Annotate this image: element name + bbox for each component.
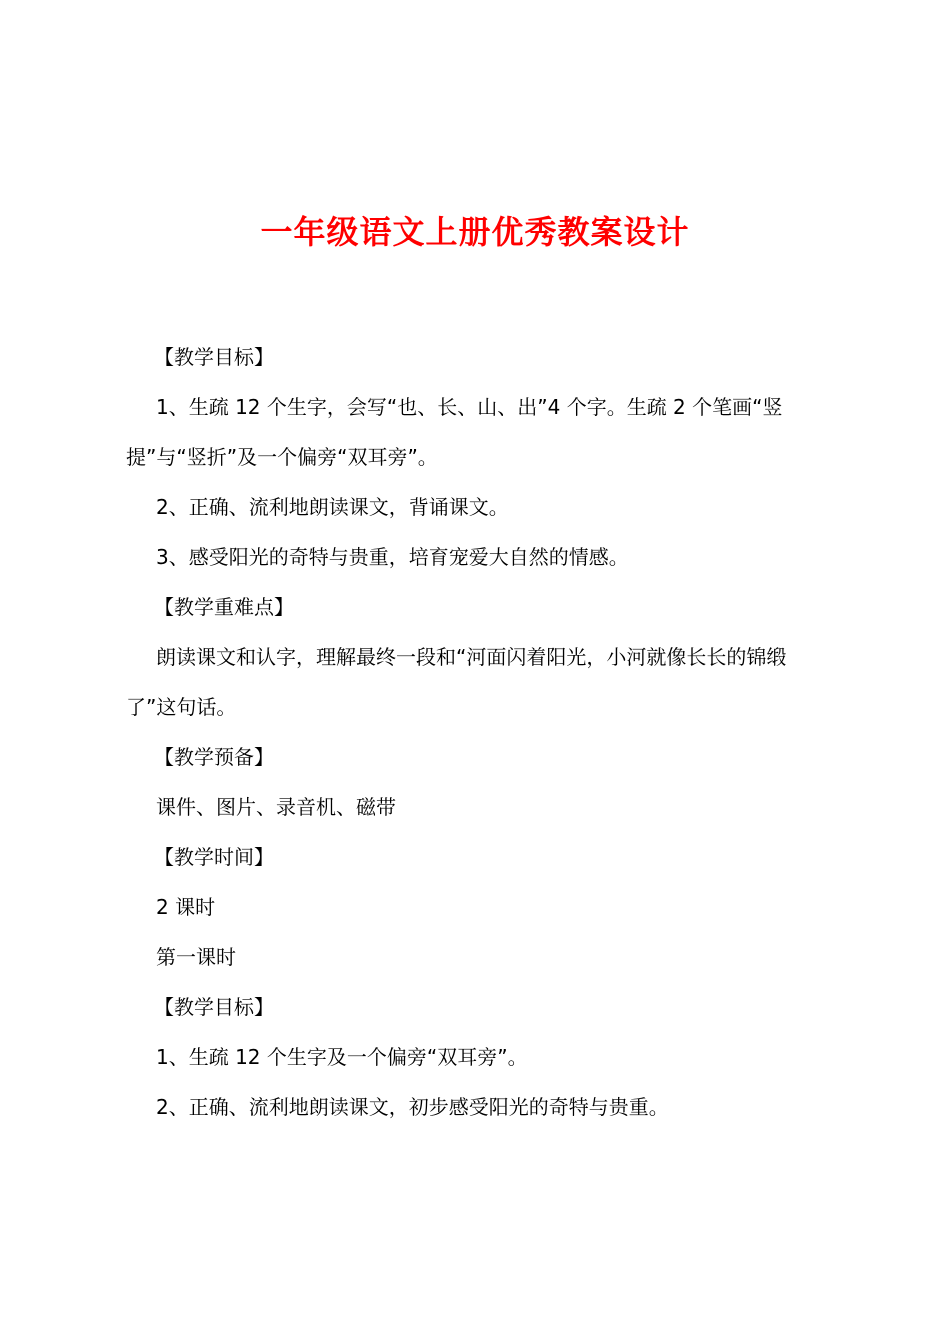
section-heading-key-points: 【教学重难点】 [154,595,294,619]
preparation-text: 课件、图片、录音机、磁带 [156,795,396,819]
goal-item-3: 3、感受阳光的奇特与贵重，培育宠爱大自然的情感。 [156,545,629,569]
section-heading-teaching-time: 【教学时间】 [154,845,274,869]
section-heading-lesson-goals: 【教学目标】 [154,995,274,1019]
document-title: 一年级语文上册优秀教案设计 [260,213,690,251]
lesson-label: 第一课时 [156,945,236,969]
key-points-text: 朗读课文和认字，理解最终一段和“河面闪着阳光，小河就像长长的锦缎了”这句话。 [126,645,787,719]
document-body [126,332,836,1132]
section-heading-preparation: 【教学预备】 [154,745,274,769]
lesson-goal-item-1: 1、生疏 12 个生字及一个偏旁“双耳旁”。 [156,1045,528,1069]
goal-item-2: 2、正确、流利地朗读课文，背诵课文。 [156,495,509,519]
goal-item-1: 1、生疏 12 个生字，会写“也、长、山、出”4 个字。生疏 2 个笔画“竖提”与“竖折”及一个偏旁“双耳旁”。 [126,395,783,469]
teaching-time-text: 2 课时 [156,895,216,919]
section-heading-teaching-goals: 【教学目标】 [154,345,274,369]
lesson-goal-item-2: 2、正确、流利地朗读课文，初步感受阳光的奇特与贵重。 [156,1095,669,1119]
